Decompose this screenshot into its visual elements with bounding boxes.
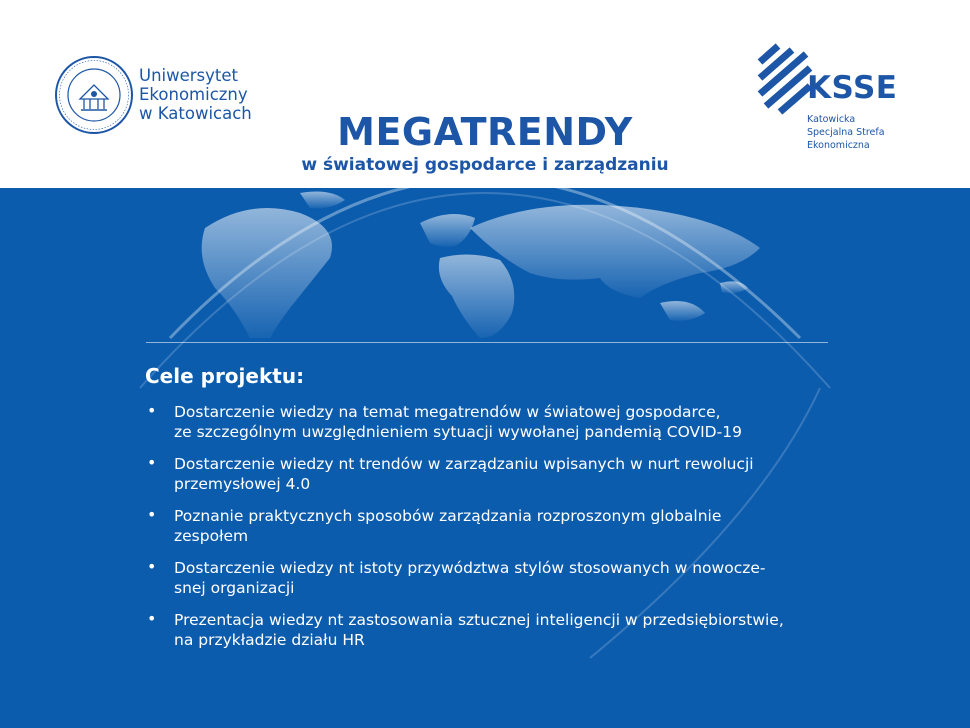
divider bbox=[146, 342, 828, 343]
ksse-subtitle-line: Ekonomiczna bbox=[807, 140, 870, 151]
goals-heading: Cele projektu: bbox=[145, 364, 305, 388]
goal-text-line: Prezentacja wiedzy nt zastosowania sztucznej inteligencji w przedsiębiorstwie, bbox=[174, 611, 784, 629]
goal-item bbox=[145, 402, 829, 442]
header bbox=[0, 0, 970, 188]
university-name-line: Uniwersytet bbox=[139, 66, 238, 85]
goal-text-line: snej organizacji bbox=[174, 579, 295, 597]
goal-text-line: Poznanie praktycznych sposobów zarządzania rozproszonym globalnie bbox=[174, 507, 722, 525]
ksse-subtitle-line: Katowicka bbox=[807, 114, 856, 125]
page-title: MEGATRENDY bbox=[337, 110, 633, 154]
goal-text-line: Dostarczenie wiedzy nt istoty przywództwa stylów stosowanych w nowocze- bbox=[174, 559, 766, 577]
page-subtitle: w światowej gospodarce i zarządzaniu bbox=[301, 155, 669, 175]
goal-text-line: zespołem bbox=[174, 527, 249, 545]
content-panel bbox=[0, 188, 970, 728]
bullet-icon: • bbox=[147, 401, 157, 420]
bullet-icon: • bbox=[147, 609, 157, 628]
ksse-name: KSSE bbox=[807, 70, 898, 106]
bullet-icon: • bbox=[147, 505, 157, 524]
goal-item bbox=[145, 506, 829, 546]
ksse-subtitle-line: Specjalna Strefa bbox=[807, 127, 885, 138]
goal-item bbox=[145, 558, 829, 598]
goal-item bbox=[145, 454, 829, 494]
goal-item bbox=[145, 610, 829, 650]
bullet-icon: • bbox=[147, 557, 157, 576]
goal-text-line: przemysłowej 4.0 bbox=[174, 475, 311, 493]
goal-text-line: Dostarczenie wiedzy na temat megatrendów w światowej gospodarce, bbox=[174, 403, 721, 421]
goal-text-line: na przykładzie działu HR bbox=[174, 631, 365, 649]
university-name-line: w Katowicach bbox=[139, 104, 252, 123]
goal-text-line: Dostarczenie wiedzy nt trendów w zarządzaniu wpisanych w nurt rewolucji bbox=[174, 455, 754, 473]
goal-text-line: ze szczególnym uwzględnieniem sytuacji wywołanej pandemią COVID-19 bbox=[174, 423, 742, 441]
goals-list bbox=[145, 402, 829, 662]
bullet-icon: • bbox=[147, 453, 157, 472]
university-name-line: Ekonomiczny bbox=[139, 85, 248, 104]
